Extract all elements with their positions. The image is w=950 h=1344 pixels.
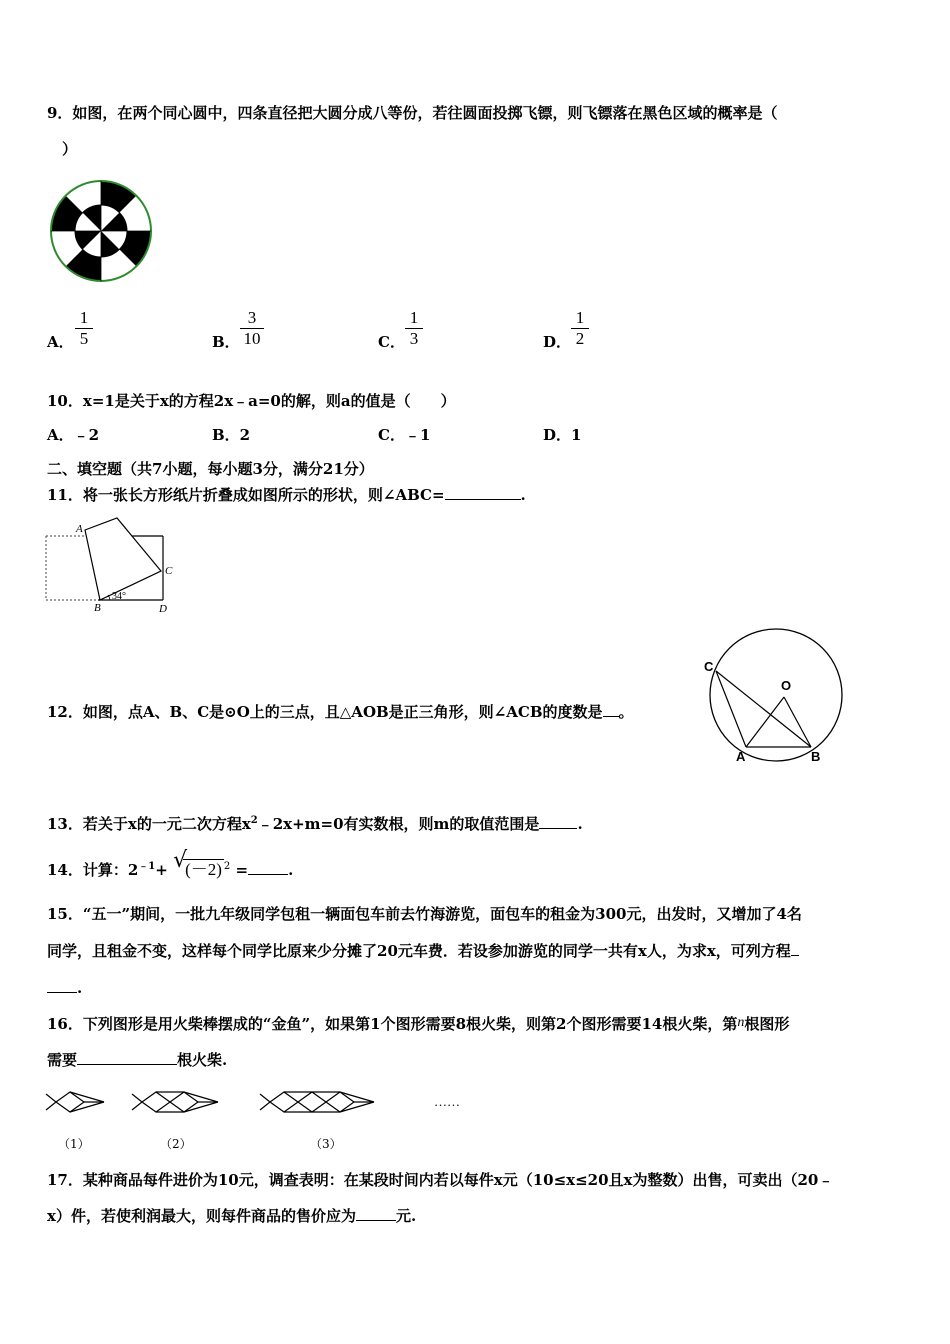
fraction-numerator: 1	[571, 308, 589, 329]
q9-close: ）	[62, 140, 78, 158]
q12-circle-figure	[700, 625, 850, 765]
q16-caption-1: （1）	[58, 1137, 90, 1151]
answer-blank	[47, 978, 77, 993]
q9-option-a-fraction	[75, 308, 93, 349]
q14-stem: 14．计算：$2^{﹣1}+$ √ (－2) $^2$ = .	[47, 848, 294, 879]
q15-line2: 同学，且租金不变，这样每个同学比原来少分摊了20元车费．若设参加游览的同学一共有x人，为求x，可列方程	[47, 941, 799, 961]
q13-stem: 13．若关于x的一元二次方程$x^2﹣2x+m=0$有实数根，则m的取值范围是 .	[47, 815, 583, 833]
q9-option-d-label: D．	[543, 333, 572, 351]
answer-blank	[603, 702, 619, 717]
q9-option-d-fraction	[571, 308, 589, 349]
q11-label-c: C	[165, 565, 173, 577]
fraction-numerator: 3	[240, 308, 264, 329]
q13-superscript: 2	[250, 815, 258, 826]
section-heading: 二、填空题（共7小题，每小题3分，满分21分）	[47, 460, 374, 478]
q17-line1: 17．某种商品每件进价为10元，调查表明：在某段时间内若以每件x元（10≤x≤20且x为整数）出售，可卖出（20﹣	[47, 1171, 834, 1189]
q14-exponent: ﹣1	[138, 861, 156, 872]
q16-caption-3: （3）	[310, 1137, 342, 1151]
q9-stem: 9．如图，在两个同心圆中，四条直径把大圆分成八等份，若往圆面投掷飞镖，则飞镖落在黑色区域的概率是（	[47, 104, 778, 122]
q9-option-b-fraction	[240, 308, 264, 349]
q12-label-c: C	[704, 659, 714, 674]
q9-option-c-fraction	[405, 308, 423, 349]
q12-stem: 12．如图，点A、B、C是⊙O上的三点，且△AOB是正三角形，则∠ACB的度数是 。	[47, 703, 634, 721]
fraction-denominator: 10	[243, 329, 261, 348]
q12-label-a: A	[736, 749, 746, 764]
q11-label-a: A	[76, 523, 83, 535]
fraction-numerator: 1	[75, 308, 93, 329]
answer-blank	[539, 814, 577, 829]
q11-folded-paper-figure	[44, 518, 184, 618]
q11-stem: 11．将一张长方形纸片折叠成如图所示的形状，则∠ABC= .	[47, 486, 526, 504]
answer-blank	[77, 1050, 177, 1065]
q9-option-c-label: C．	[378, 333, 405, 351]
q16-line2: 需要 根火柴.	[47, 1051, 228, 1069]
q11-angle-label: 34°	[112, 591, 126, 602]
q17-line2: x）件，若使利润最大，则每件商品的售价应为 元.	[47, 1207, 417, 1225]
q16-goldfish-figures	[44, 1082, 474, 1122]
fraction-denominator: 2	[575, 329, 585, 348]
answer-blank	[356, 1206, 396, 1221]
answer-blank	[791, 941, 799, 956]
q11-label-b: B	[94, 602, 101, 614]
answer-blank	[445, 485, 521, 500]
q9-option-a-label: A．	[47, 333, 74, 351]
q10-option-c: C．﹣1	[378, 426, 431, 444]
q16-line1: 16．下列图形是用火柴棒摆成的“金鱼”，如果第1个图形需要8根火柴，则第2个图形需要14根火柴，第n根图形	[47, 1015, 790, 1033]
fraction-denominator: 3	[409, 329, 419, 348]
q10-option-b: B．2	[212, 426, 251, 444]
q15-line3: .	[47, 978, 82, 998]
q11-label-d: D	[159, 603, 167, 615]
q16-caption-2: （2）	[160, 1137, 192, 1151]
q16-ellipsis: ……	[434, 1094, 460, 1109]
q12-label-b: B	[811, 749, 821, 764]
q10-option-a: A．﹣2	[47, 426, 100, 444]
q15-line1: 15．“五一”期间，一批九年级同学包租一辆面包车前去竹海游览，面包车的租金为300元，出发时，又增加了4名	[47, 905, 802, 923]
q9-option-b-label: B．	[212, 333, 240, 351]
q10-option-d: D．1	[543, 426, 582, 444]
q12-label-o: O	[781, 678, 792, 693]
q9-target-figure	[48, 180, 154, 282]
fraction-numerator: 1	[405, 308, 423, 329]
q14-radical: √ (－2) $^2$	[173, 848, 231, 879]
q10-stem: 10．x=1是关于x的方程2x﹣a=0的解，则a的值是（ ）	[47, 392, 456, 410]
answer-blank	[248, 860, 288, 875]
fraction-denominator: 5	[79, 329, 89, 348]
